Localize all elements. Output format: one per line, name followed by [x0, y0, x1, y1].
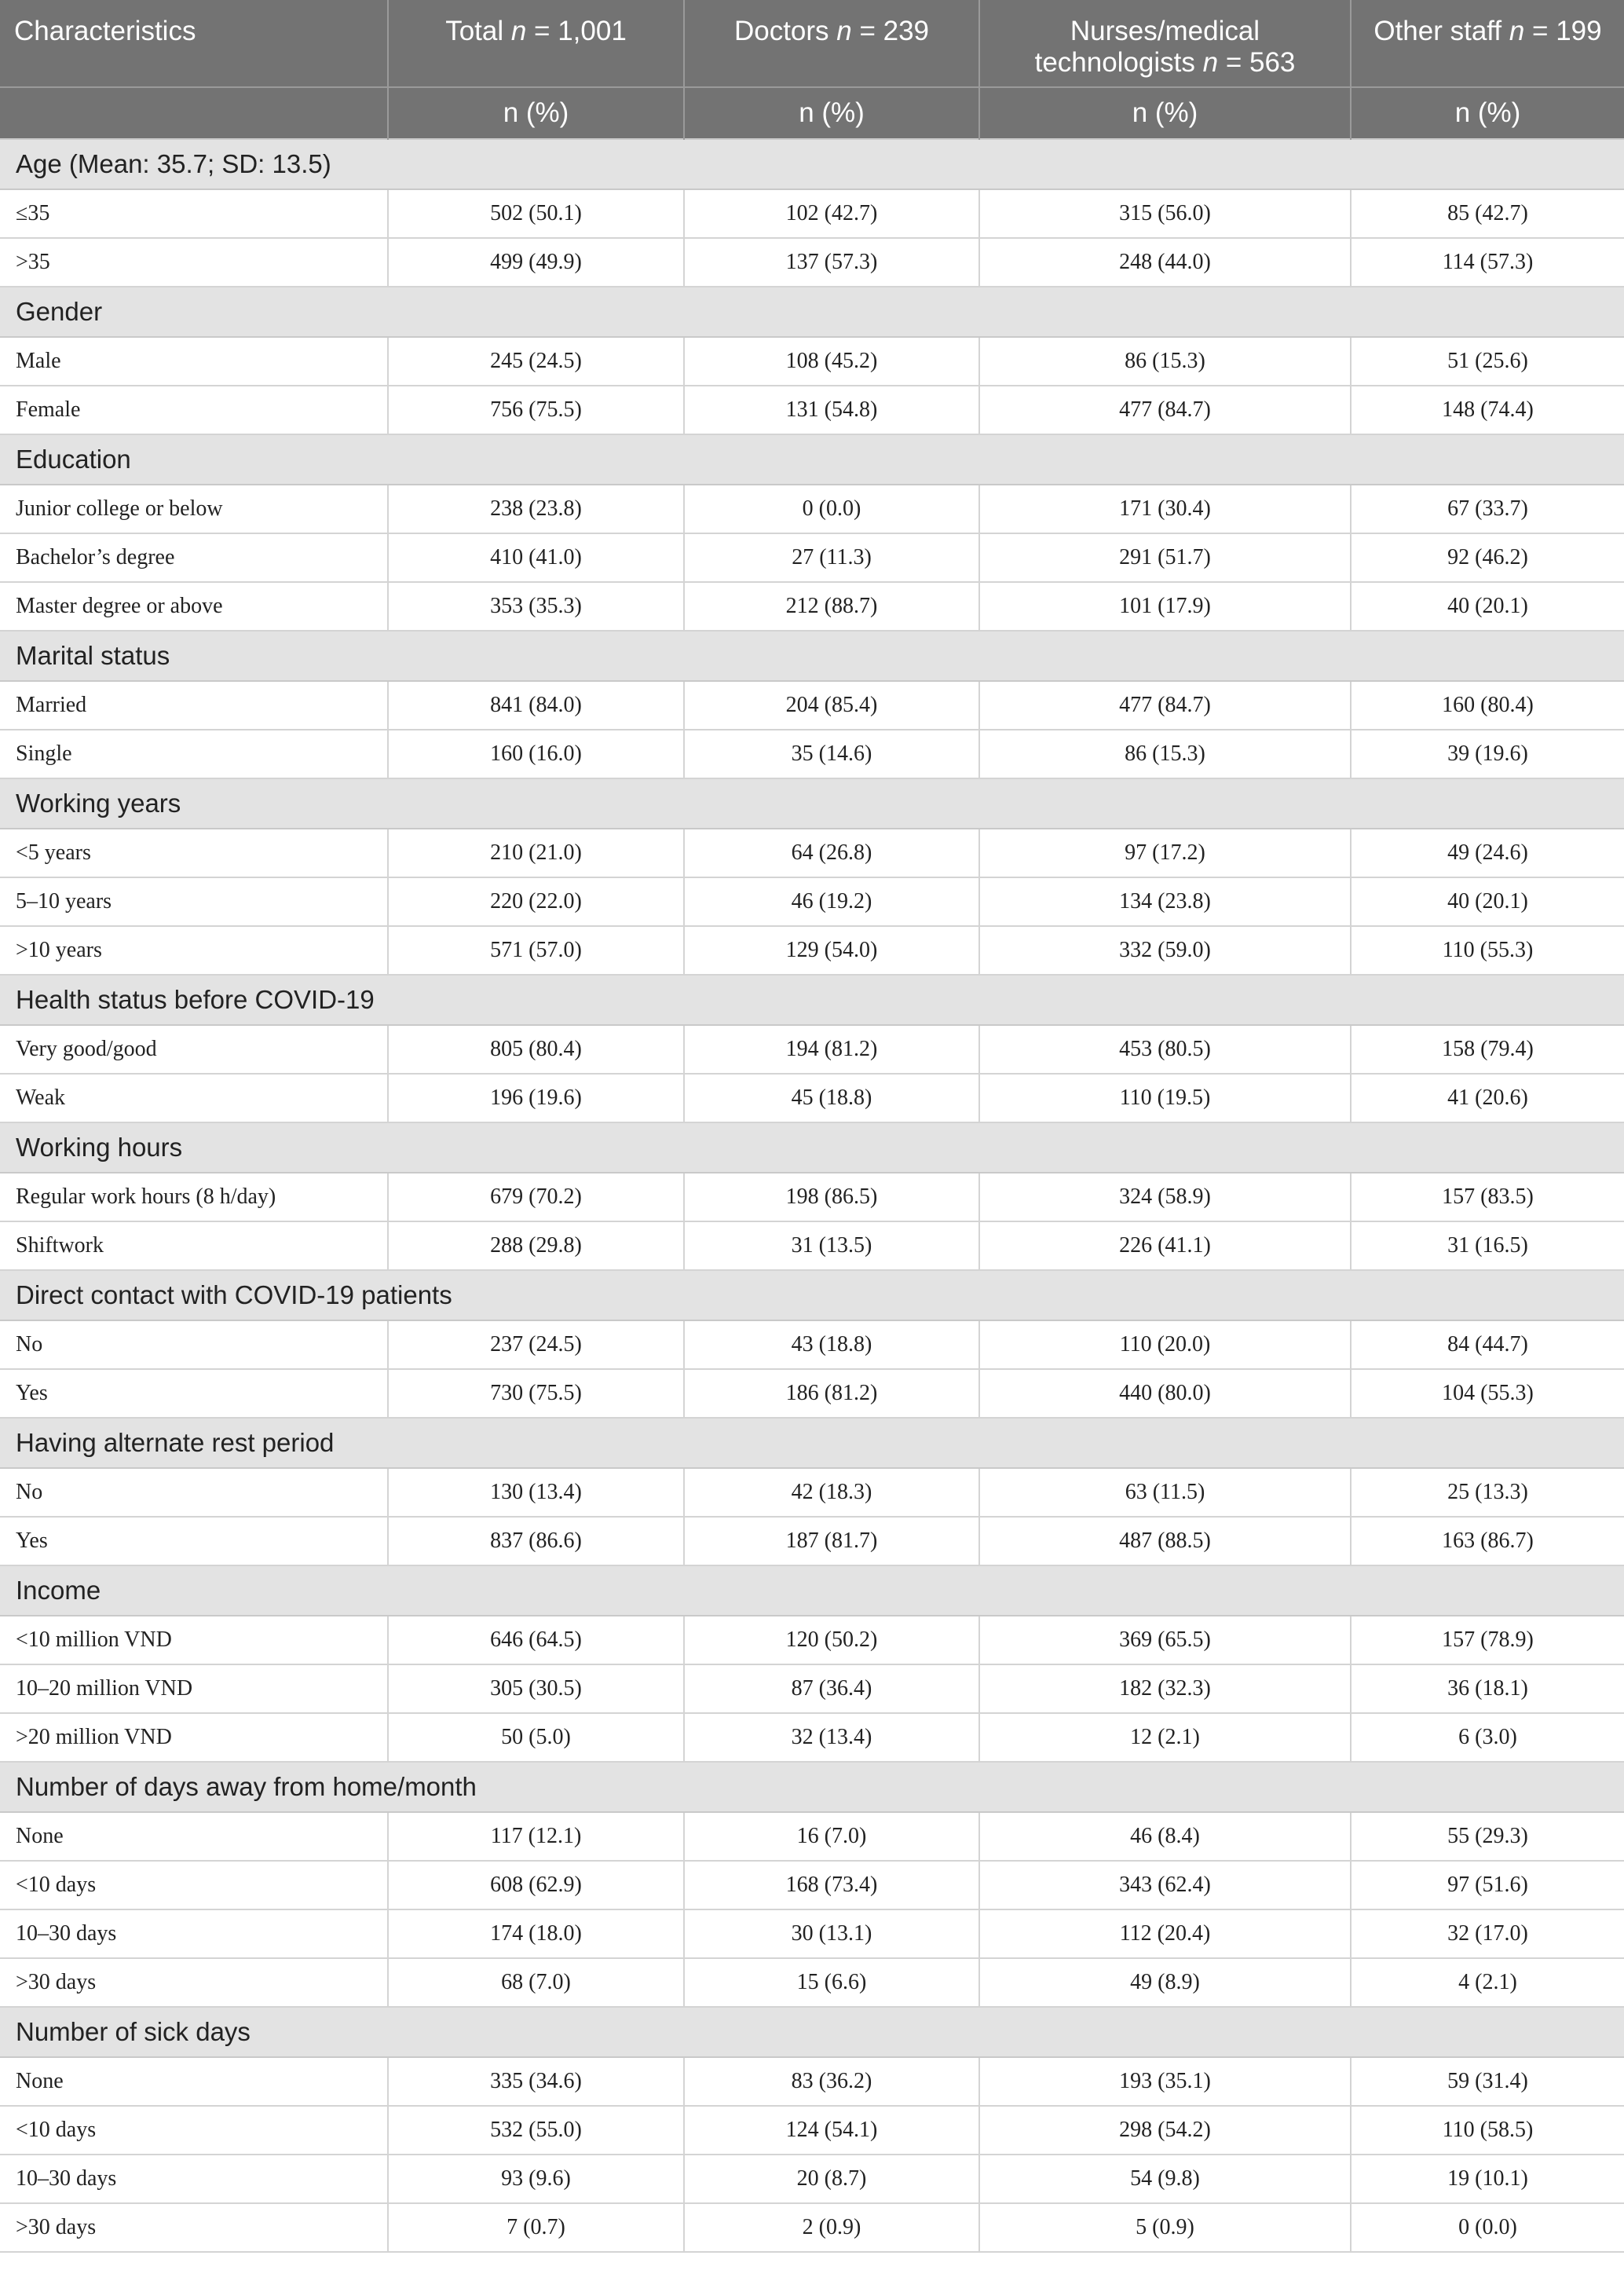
- table-row: [0, 877, 1624, 926]
- row-label: Bachelor’s degree: [0, 533, 388, 582]
- cell-value: 30 (13.1): [684, 1909, 979, 1958]
- cell-value: 174 (18.0): [388, 1909, 684, 1958]
- table-row: [0, 829, 1624, 877]
- cell-value: 50 (5.0): [388, 1713, 684, 1762]
- table-row: [0, 2155, 1624, 2203]
- section-title: Marital status: [0, 631, 1624, 681]
- cell-value: 101 (17.9): [979, 582, 1351, 631]
- table-row: [0, 1909, 1624, 1958]
- cell-value: 7 (0.7): [388, 2203, 684, 2252]
- cell-value: 248 (44.0): [979, 238, 1351, 287]
- header-other-staff: Other staff n = 199: [1351, 0, 1624, 87]
- row-label: 5–10 years: [0, 877, 388, 926]
- cell-value: 32 (17.0): [1351, 1909, 1624, 1958]
- section-row: [0, 2007, 1624, 2057]
- section-row: [0, 287, 1624, 337]
- cell-value: 120 (50.2): [684, 1616, 979, 1664]
- cell-value: 369 (65.5): [979, 1616, 1351, 1664]
- section-row: [0, 1565, 1624, 1616]
- cell-value: 49 (24.6): [1351, 829, 1624, 877]
- cell-value: 117 (12.1): [388, 1812, 684, 1861]
- section-title: Having alternate rest period: [0, 1418, 1624, 1468]
- row-label: <5 years: [0, 829, 388, 877]
- cell-value: 35 (14.6): [684, 730, 979, 778]
- cell-value: 45 (18.8): [684, 1074, 979, 1122]
- cell-value: 137 (57.3): [684, 238, 979, 287]
- table-row: [0, 1713, 1624, 1762]
- cell-value: 40 (20.1): [1351, 877, 1624, 926]
- table-row: [0, 2106, 1624, 2155]
- cell-value: 110 (55.3): [1351, 926, 1624, 975]
- cell-value: 730 (75.5): [388, 1369, 684, 1418]
- header-unit: n (%): [979, 87, 1351, 139]
- cell-value: 110 (19.5): [979, 1074, 1351, 1122]
- cell-value: 440 (80.0): [979, 1369, 1351, 1418]
- cell-value: 46 (8.4): [979, 1812, 1351, 1861]
- cell-value: 198 (86.5): [684, 1173, 979, 1221]
- cell-value: 343 (62.4): [979, 1861, 1351, 1909]
- cell-value: 51 (25.6): [1351, 337, 1624, 386]
- row-label: No: [0, 1468, 388, 1517]
- header-unit-empty: [0, 87, 388, 139]
- cell-value: 20 (8.7): [684, 2155, 979, 2203]
- row-label: 10–30 days: [0, 1909, 388, 1958]
- cell-value: 571 (57.0): [388, 926, 684, 975]
- cell-value: 15 (6.6): [684, 1958, 979, 2007]
- table-row: [0, 582, 1624, 631]
- section-title: Health status before COVID-19: [0, 975, 1624, 1025]
- cell-value: 5 (0.9): [979, 2203, 1351, 2252]
- row-label: No: [0, 1320, 388, 1369]
- cell-value: 157 (83.5): [1351, 1173, 1624, 1221]
- cell-value: 31 (16.5): [1351, 1221, 1624, 1270]
- cell-value: 291 (51.7): [979, 533, 1351, 582]
- header-unit: n (%): [1351, 87, 1624, 139]
- cell-value: 679 (70.2): [388, 1173, 684, 1221]
- table-row: [0, 1616, 1624, 1664]
- table-row: [0, 238, 1624, 287]
- row-label: Regular work hours (8 h/day): [0, 1173, 388, 1221]
- cell-value: 85 (42.7): [1351, 189, 1624, 238]
- cell-value: 805 (80.4): [388, 1025, 684, 1074]
- row-label: Yes: [0, 1517, 388, 1565]
- cell-value: 315 (56.0): [979, 189, 1351, 238]
- cell-value: 41 (20.6): [1351, 1074, 1624, 1122]
- cell-value: 83 (36.2): [684, 2057, 979, 2106]
- section-row: [0, 434, 1624, 485]
- cell-value: 87 (36.4): [684, 1664, 979, 1713]
- table-header: [0, 0, 1624, 139]
- cell-value: 237 (24.5): [388, 1320, 684, 1369]
- table-body: [0, 139, 1624, 2252]
- cell-value: 158 (79.4): [1351, 1025, 1624, 1074]
- row-label: >30 days: [0, 1958, 388, 2007]
- row-label: Junior college or below: [0, 485, 388, 533]
- cell-value: 186 (81.2): [684, 1369, 979, 1418]
- cell-value: 68 (7.0): [388, 1958, 684, 2007]
- cell-value: 453 (80.5): [979, 1025, 1351, 1074]
- cell-value: 112 (20.4): [979, 1909, 1351, 1958]
- row-label: Very good/good: [0, 1025, 388, 1074]
- cell-value: 36 (18.1): [1351, 1664, 1624, 1713]
- cell-value: 332 (59.0): [979, 926, 1351, 975]
- cell-value: 245 (24.5): [388, 337, 684, 386]
- section-row: [0, 1270, 1624, 1320]
- section-title: Number of sick days: [0, 2007, 1624, 2057]
- row-label: >10 years: [0, 926, 388, 975]
- table-row: [0, 1025, 1624, 1074]
- cell-value: 54 (9.8): [979, 2155, 1351, 2203]
- cell-value: 204 (85.4): [684, 681, 979, 730]
- cell-value: 55 (29.3): [1351, 1812, 1624, 1861]
- cell-value: 64 (26.8): [684, 829, 979, 877]
- cell-value: 97 (51.6): [1351, 1861, 1624, 1909]
- row-label: >35: [0, 238, 388, 287]
- cell-value: 171 (30.4): [979, 485, 1351, 533]
- section-row: [0, 139, 1624, 189]
- cell-value: 129 (54.0): [684, 926, 979, 975]
- row-label: 10–20 million VND: [0, 1664, 388, 1713]
- cell-value: 756 (75.5): [388, 386, 684, 434]
- row-label: <10 days: [0, 2106, 388, 2155]
- section-row: [0, 631, 1624, 681]
- table-row: [0, 1517, 1624, 1565]
- cell-value: 410 (41.0): [388, 533, 684, 582]
- cell-value: 502 (50.1): [388, 189, 684, 238]
- row-label: Weak: [0, 1074, 388, 1122]
- cell-value: 646 (64.5): [388, 1616, 684, 1664]
- section-row: [0, 778, 1624, 829]
- cell-value: 298 (54.2): [979, 2106, 1351, 2155]
- cell-value: 196 (19.6): [388, 1074, 684, 1122]
- table-row: [0, 1320, 1624, 1369]
- cell-value: 42 (18.3): [684, 1468, 979, 1517]
- row-label: Shiftwork: [0, 1221, 388, 1270]
- table-row: [0, 1958, 1624, 2007]
- section-row: [0, 1762, 1624, 1812]
- table-row: [0, 1221, 1624, 1270]
- section-title: Number of days away from home/month: [0, 1762, 1624, 1812]
- row-label: ≤35: [0, 189, 388, 238]
- table-row: [0, 1074, 1624, 1122]
- row-label: Female: [0, 386, 388, 434]
- section-row: [0, 1418, 1624, 1468]
- cell-value: 220 (22.0): [388, 877, 684, 926]
- header-unit: n (%): [388, 87, 684, 139]
- cell-value: 187 (81.7): [684, 1517, 979, 1565]
- cell-value: 182 (32.3): [979, 1664, 1351, 1713]
- table-row: [0, 533, 1624, 582]
- cell-value: 477 (84.7): [979, 386, 1351, 434]
- section-title: Age (Mean: 35.7; SD: 13.5): [0, 139, 1624, 189]
- table-row: [0, 189, 1624, 238]
- cell-value: 108 (45.2): [684, 337, 979, 386]
- cell-value: 226 (41.1): [979, 1221, 1351, 1270]
- cell-value: 114 (57.3): [1351, 238, 1624, 287]
- cell-value: 837 (86.6): [388, 1517, 684, 1565]
- header-total: Total n = 1,001: [388, 0, 684, 87]
- section-row: [0, 1122, 1624, 1173]
- cell-value: 288 (29.8): [388, 1221, 684, 1270]
- cell-value: 92 (46.2): [1351, 533, 1624, 582]
- section-row: [0, 975, 1624, 1025]
- cell-value: 210 (21.0): [388, 829, 684, 877]
- table-row: [0, 1173, 1624, 1221]
- cell-value: 194 (81.2): [684, 1025, 979, 1074]
- section-title: Education: [0, 434, 1624, 485]
- cell-value: 499 (49.9): [388, 238, 684, 287]
- cell-value: 40 (20.1): [1351, 582, 1624, 631]
- cell-value: 19 (10.1): [1351, 2155, 1624, 2203]
- table-row: [0, 681, 1624, 730]
- row-label: >30 days: [0, 2203, 388, 2252]
- cell-value: 97 (17.2): [979, 829, 1351, 877]
- row-label: Married: [0, 681, 388, 730]
- cell-value: 63 (11.5): [979, 1468, 1351, 1517]
- table-row: [0, 2203, 1624, 2252]
- cell-value: 43 (18.8): [684, 1320, 979, 1369]
- cell-value: 46 (19.2): [684, 877, 979, 926]
- row-label: 10–30 days: [0, 2155, 388, 2203]
- cell-value: 130 (13.4): [388, 1468, 684, 1517]
- cell-value: 31 (13.5): [684, 1221, 979, 1270]
- header-characteristics: Characteristics: [0, 0, 388, 87]
- cell-value: 160 (80.4): [1351, 681, 1624, 730]
- header-doctors: Doctors n = 239: [684, 0, 979, 87]
- cell-value: 160 (16.0): [388, 730, 684, 778]
- section-title: Gender: [0, 287, 1624, 337]
- row-label: Master degree or above: [0, 582, 388, 631]
- cell-value: 110 (58.5): [1351, 2106, 1624, 2155]
- table-row: [0, 926, 1624, 975]
- row-label: Male: [0, 337, 388, 386]
- table-row: [0, 730, 1624, 778]
- cell-value: 131 (54.8): [684, 386, 979, 434]
- table-row: [0, 1861, 1624, 1909]
- cell-value: 2 (0.9): [684, 2203, 979, 2252]
- section-title: Working years: [0, 778, 1624, 829]
- cell-value: 39 (19.6): [1351, 730, 1624, 778]
- table-row: [0, 1812, 1624, 1861]
- row-label: Yes: [0, 1369, 388, 1418]
- table-row: [0, 1664, 1624, 1713]
- cell-value: 104 (55.3): [1351, 1369, 1624, 1418]
- cell-value: 93 (9.6): [388, 2155, 684, 2203]
- section-title: Income: [0, 1565, 1624, 1616]
- cell-value: 25 (13.3): [1351, 1468, 1624, 1517]
- cell-value: 27 (11.3): [684, 533, 979, 582]
- cell-value: 16 (7.0): [684, 1812, 979, 1861]
- section-title: Working hours: [0, 1122, 1624, 1173]
- cell-value: 124 (54.1): [684, 2106, 979, 2155]
- table-row: [0, 1369, 1624, 1418]
- cell-value: 84 (44.7): [1351, 1320, 1624, 1369]
- cell-value: 4 (2.1): [1351, 1958, 1624, 2007]
- cell-value: 134 (23.8): [979, 877, 1351, 926]
- cell-value: 477 (84.7): [979, 681, 1351, 730]
- row-label: <10 days: [0, 1861, 388, 1909]
- header-nurses: Nurses/medical technologists n = 563: [979, 0, 1351, 87]
- table-row: [0, 485, 1624, 533]
- cell-value: 212 (88.7): [684, 582, 979, 631]
- cell-value: 841 (84.0): [388, 681, 684, 730]
- cell-value: 608 (62.9): [388, 1861, 684, 1909]
- cell-value: 305 (30.5): [388, 1664, 684, 1713]
- cell-value: 0 (0.0): [1351, 2203, 1624, 2252]
- cell-value: 49 (8.9): [979, 1958, 1351, 2007]
- section-title: Direct contact with COVID-19 patients: [0, 1270, 1624, 1320]
- cell-value: 148 (74.4): [1351, 386, 1624, 434]
- cell-value: 487 (88.5): [979, 1517, 1351, 1565]
- cell-value: 67 (33.7): [1351, 485, 1624, 533]
- row-label: Single: [0, 730, 388, 778]
- cell-value: 163 (86.7): [1351, 1517, 1624, 1565]
- cell-value: 168 (73.4): [684, 1861, 979, 1909]
- cell-value: 324 (58.9): [979, 1173, 1351, 1221]
- cell-value: 335 (34.6): [388, 2057, 684, 2106]
- cell-value: 6 (3.0): [1351, 1713, 1624, 1762]
- cell-value: 59 (31.4): [1351, 2057, 1624, 2106]
- cell-value: 353 (35.3): [388, 582, 684, 631]
- cell-value: 0 (0.0): [684, 485, 979, 533]
- cell-value: 532 (55.0): [388, 2106, 684, 2155]
- cell-value: 238 (23.8): [388, 485, 684, 533]
- cell-value: 157 (78.9): [1351, 1616, 1624, 1664]
- cell-value: 12 (2.1): [979, 1713, 1351, 1762]
- cell-value: 110 (20.0): [979, 1320, 1351, 1369]
- row-label: >20 million VND: [0, 1713, 388, 1762]
- row-label: None: [0, 2057, 388, 2106]
- cell-value: 86 (15.3): [979, 730, 1351, 778]
- table-row: [0, 386, 1624, 434]
- cell-value: 102 (42.7): [684, 189, 979, 238]
- row-label: None: [0, 1812, 388, 1861]
- row-label: <10 million VND: [0, 1616, 388, 1664]
- table-row: [0, 337, 1624, 386]
- cell-value: 32 (13.4): [684, 1713, 979, 1762]
- header-unit: n (%): [684, 87, 979, 139]
- table-row: [0, 2057, 1624, 2106]
- cell-value: 193 (35.1): [979, 2057, 1351, 2106]
- cell-value: 86 (15.3): [979, 337, 1351, 386]
- table-row: [0, 1468, 1624, 1517]
